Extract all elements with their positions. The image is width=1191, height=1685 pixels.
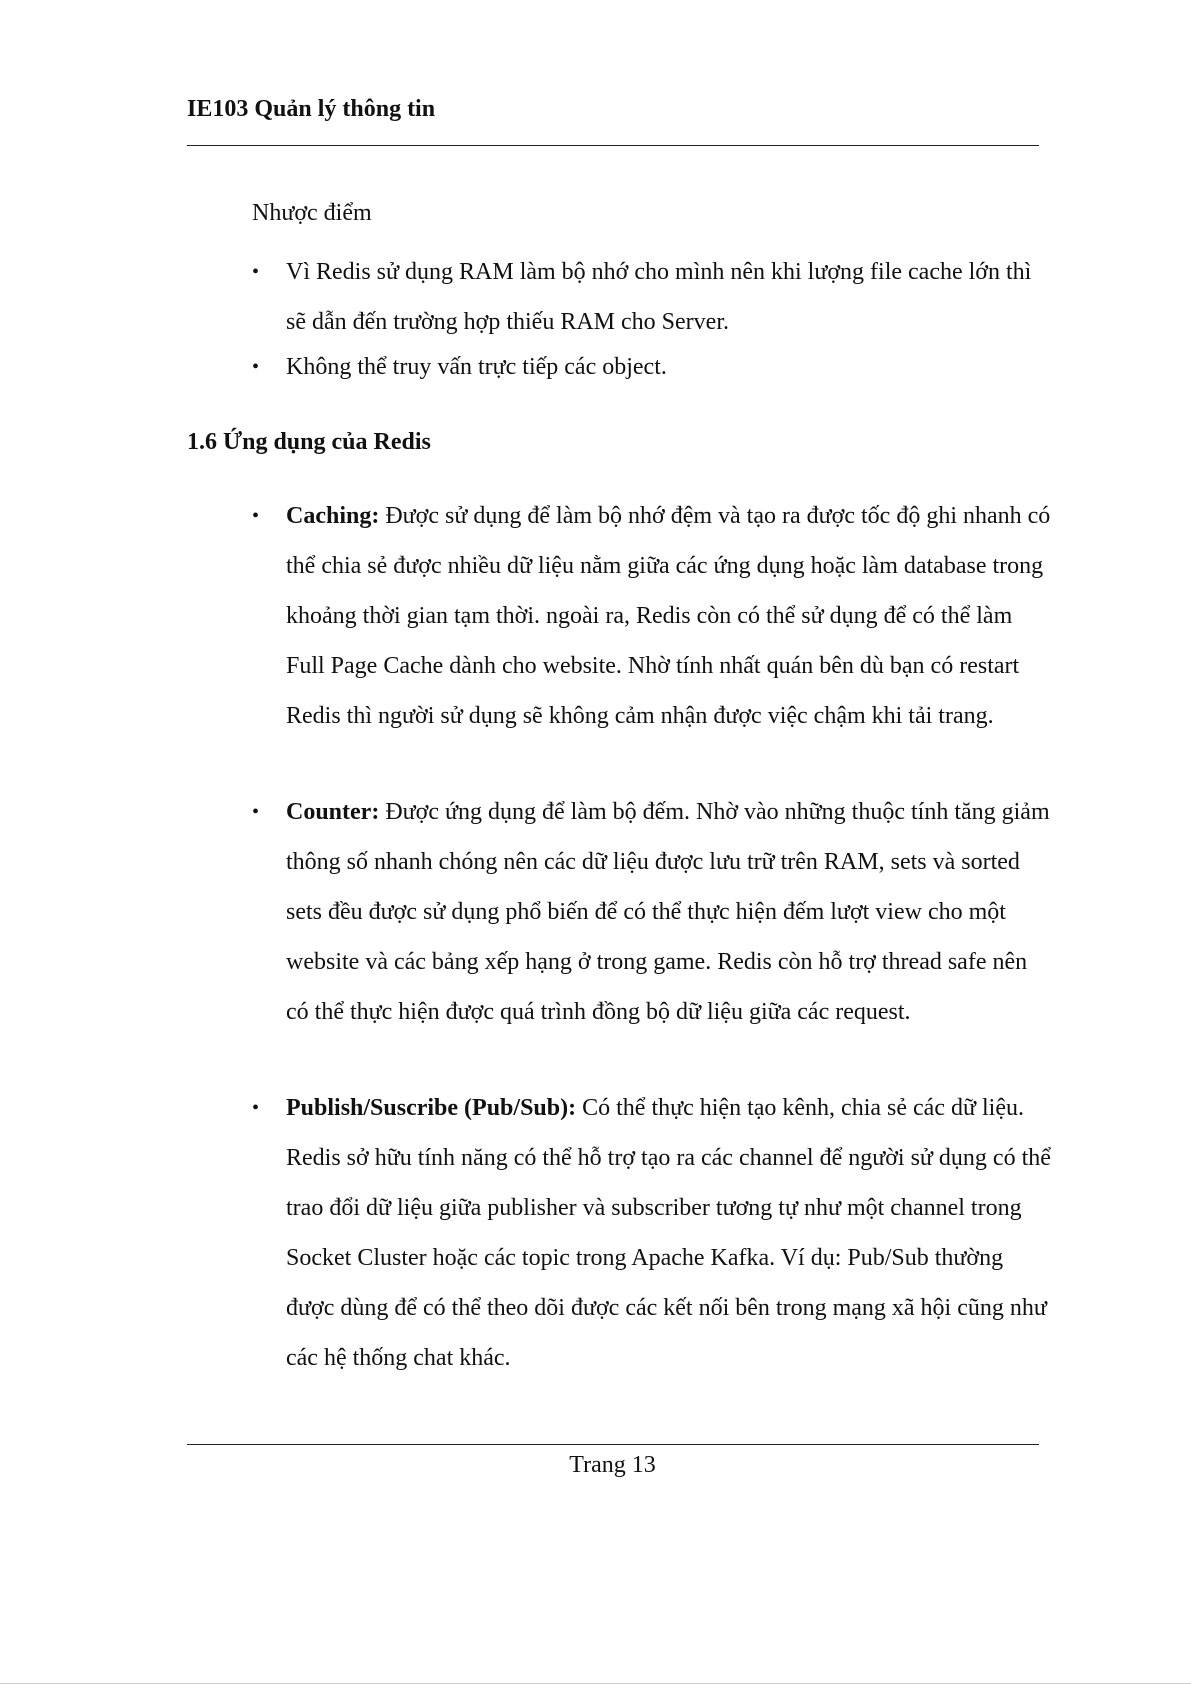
list-item-text: Không thể truy vấn trực tiếp các object. (286, 354, 667, 380)
header-divider (187, 145, 1039, 146)
list-item (252, 247, 1052, 347)
list-item (252, 342, 1052, 392)
page-edge-line (0, 1683, 1191, 1684)
bullet-icon: • (252, 801, 260, 823)
item-description: Được ứng dụng để làm bộ đếm. Nhờ vào những thuộc tính tăng giảm thông số nhanh chóng nên các dữ liệu được lưu trữ trên RAM, sets và sorted sets đều được sử dụng phổ biến để có thể thực hiện đếm lượt view cho một website và các bảng xếp hạng ở trong game. Redis còn hỗ trợ thread safe nên có thể thực hiện được quá trình đồng bộ dữ liệu giữa các request. (286, 799, 1050, 1025)
list-item (252, 491, 1052, 741)
list-item (252, 787, 1052, 1037)
disadvantages-heading: Nhược điểm (252, 200, 372, 226)
item-term: Publish/Suscribe (Pub/Sub): (286, 1095, 577, 1121)
list-item-text (252, 787, 1052, 1037)
page-number: Trang 13 (569, 1452, 656, 1478)
list-item-text (252, 1083, 1052, 1383)
bullet-icon: • (252, 1097, 260, 1119)
bullet-icon: • (252, 261, 260, 283)
footer-divider (187, 1444, 1039, 1445)
list-item-text: Vì Redis sử dụng RAM làm bộ nhớ cho mình nên khi lượng file cache lớn thì sẽ dẫn đến trường hợp thiếu RAM cho Server. (286, 259, 1032, 335)
list-item-text (252, 491, 1052, 741)
item-term: Counter: (286, 799, 380, 825)
page-header-title: IE103 Quản lý thông tin (187, 96, 436, 122)
item-description: Được sử dụng để làm bộ nhớ đệm và tạo ra được tốc độ ghi nhanh có thể chia sẻ được nhiều dữ liệu nằm giữa các ứng dụng hoặc làm database trong khoảng thời gian tạm thời. ngoài ra, Redis còn có thể sử dụng để có thể làm Full Page Cache dành cho website. Nhờ tính nhất quán bên dù bạn có restart Redis thì người sử dụng sẽ không cảm nhận được việc chậm khi tải trang. (286, 503, 1051, 729)
section-title: 1.6 Ứng dụng của Redis (187, 429, 431, 455)
bullet-icon: • (252, 356, 260, 378)
item-term: Caching: (286, 503, 380, 529)
list-item (252, 1083, 1052, 1383)
bullet-icon: • (252, 505, 260, 527)
item-description: Có thể thực hiện tạo kênh, chia sẻ các dữ liệu. Redis sở hữu tính năng có thể hỗ trợ tạo ra các channel để người sử dụng có thể trao đổi dữ liệu giữa publisher và subscriber tương tự như một channel trong Socket Cluster hoặc các topic trong Apache Kafka. Ví dụ: Pub/Sub thường được dùng để có thể theo dõi được các kết nối bên trong mạng xã hội cũng như các hệ thống chat khác. (286, 1095, 1051, 1371)
